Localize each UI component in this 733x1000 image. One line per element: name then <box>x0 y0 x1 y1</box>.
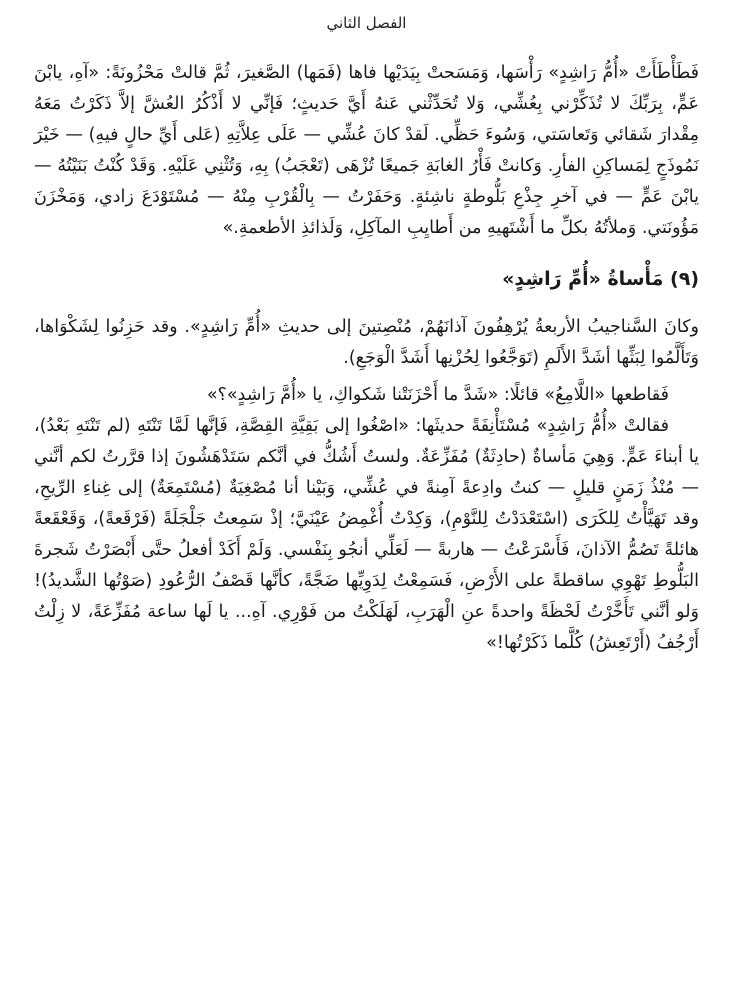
paragraph-um-rashid-lament: فَطَأْطَأَتْ «أُمُّ رَاشِدٍ» رَأْسَها، وَمَسَحتْ بِيَدَيْها فاها (فَمَها) الصَّغيرَ، ثُمَّ قالتْ مَحْزُونَةً: «آهِ، يابْنَ عَمٍّ، بِرَبِّكَ لا تُذَكِّرْني بِعُشِّي، وَلا تُحَدِّثْني عَنهُ أَيَّ حَديثٍ؛ فَإنِّي لا أَذْكُرُ العُشَّ إلاَّ ذَكَرْتُ مَعَهُ مِقْدارَ شَقائي وَتَعاسَتي، وَسُوءَ حَظِّي. لَقدْ كانَ عُشِّي — عَلَى عِلاَّتِهِ (عَلى أَيِّ حالٍ فيهِ) — خَيْرَ نَمُوذَجٍ لِمَساكِنِ الفأرِ. وَكانتْ فَأْرُ الغابَةِ جَميعًا تُزْهَى (تَعْجَبُ) بِهِ، وَتُثْنِي عَلَيْهِ. وَقَدْ كُنْتُ بَنَيْتُهُ — يابْنَ عَمٍّ — في آخرِ جِذْعِ بَلُّوطةٍ ناشِئةٍ. وَحَفَرْتُ — بِالْقُرْبِ مِنْهُ — مُسْتَوْدَعَ زادي، وَمَخْزَنَ مَؤُونَتي. وَملأتُهُ بكلِّ ما أَشْتَهيهِ من أَطايِبِ المآكِلِ، وَلَذائذِ الأطعمةِ.» <box>34 63 699 238</box>
page-body <box>34 58 699 659</box>
paragraph-um-rashid-continues: فقالتْ «أُمُّ رَاشِدٍ» مُسْتَأْنِفَةً حديثَها: «اصْغُوا إلى بَقِيَّةِ القِصَّةِ، فَإنَّها لَمَّا تَنْتَهِ (لم تَنْتَهِ بَعْدُ)، يا أبناءَ عَمٍّ. وَهِيَ مَأساةٌ (حادِثَةٌ) مُفَزِّعَةٌ. ولستُ أَشُكُّ في أنَّكم سَتَدْهَشُونَ إذا قرَّرتُ لكم أنَّني — مُنْذُ زَمَنٍ قليلٍ — كنتُ وادِعةً آمِنةً في عُشِّي، وَبَيْنا أنا مُصْغِيَةٌ (مُسْتَمِعَةٌ) إلى غِناءِ الرِّيحِ، وقد تَهَيَّأْتُ لِلكَرَى (اسْتَعْدَدْتُ لِلنَّوْمِ)، وَكِدْتُ أُغْمِضُ عَيْنَيَّ؛ إذْ سَمِعتُ جَلْجَلَةً (فَرْقَعةً)، وَقَعْقَعةً هائلةً تَصُمُّ الآذانَ، فَأَسْرَعْتُ — هاربةً — لَعَلِّي أنجُو بِنَفْسي. وَلَمْ أَكَدْ أفعلُ حتَّى أَبْصَرْتُ شَجرةَ البَلُّوطِ تَهْوِي ساقطةً على الأَرْضِ، فَسَمِعْتُ لِدَوِيِّها ضَجَّةً، كأنَّها قَصْفُ الرُّعُودِ (صَوْتُها الشَّديدُ)! وَلو أنَّني تَأَخَّرْتُ لَحْظَةً واحدةً عنِ الْهَرَبِ، لَهَلَكْتُ من فَوْرِي. آهِ... يا لَها ساعة مُفَزِّعَةً، لا زِلْتُ أَرْجُفُ (أَرْتَعِشُ) كُلَّما ذَكَرْتُها!» <box>34 416 699 653</box>
paragraph-lamea-interrupts: فَقاطعها «اللَّامِعُ» قائلًا: «شَدَّ ما أَحْزَنَتْنا شَكواكِ، يا «أُمَّ رَاشِدٍ»؟» <box>206 385 669 405</box>
running-header: الفصل الثاني <box>326 14 407 32</box>
section-heading: (٩) مَأْساةُ «أُمِّ رَاشِدٍ» <box>502 268 699 290</box>
paragraph-squirrels-listen: وكانَ السَّناجيبُ الأربعةُ يُرْهِفُونَ آذانَهُمْ، مُنْصِتينَ إلى حديثِ «أُمِّ رَاشِدٍ». وقد حَزِنُوا لِشَكْوَاها، وَتَأَلَّمُوا لِبَثِّها أشَدَّ الأَلَمِ (تَوَجَّعُوا لِحُزْنِها أَشَدَّ الْوَجَعِ). <box>34 317 699 368</box>
